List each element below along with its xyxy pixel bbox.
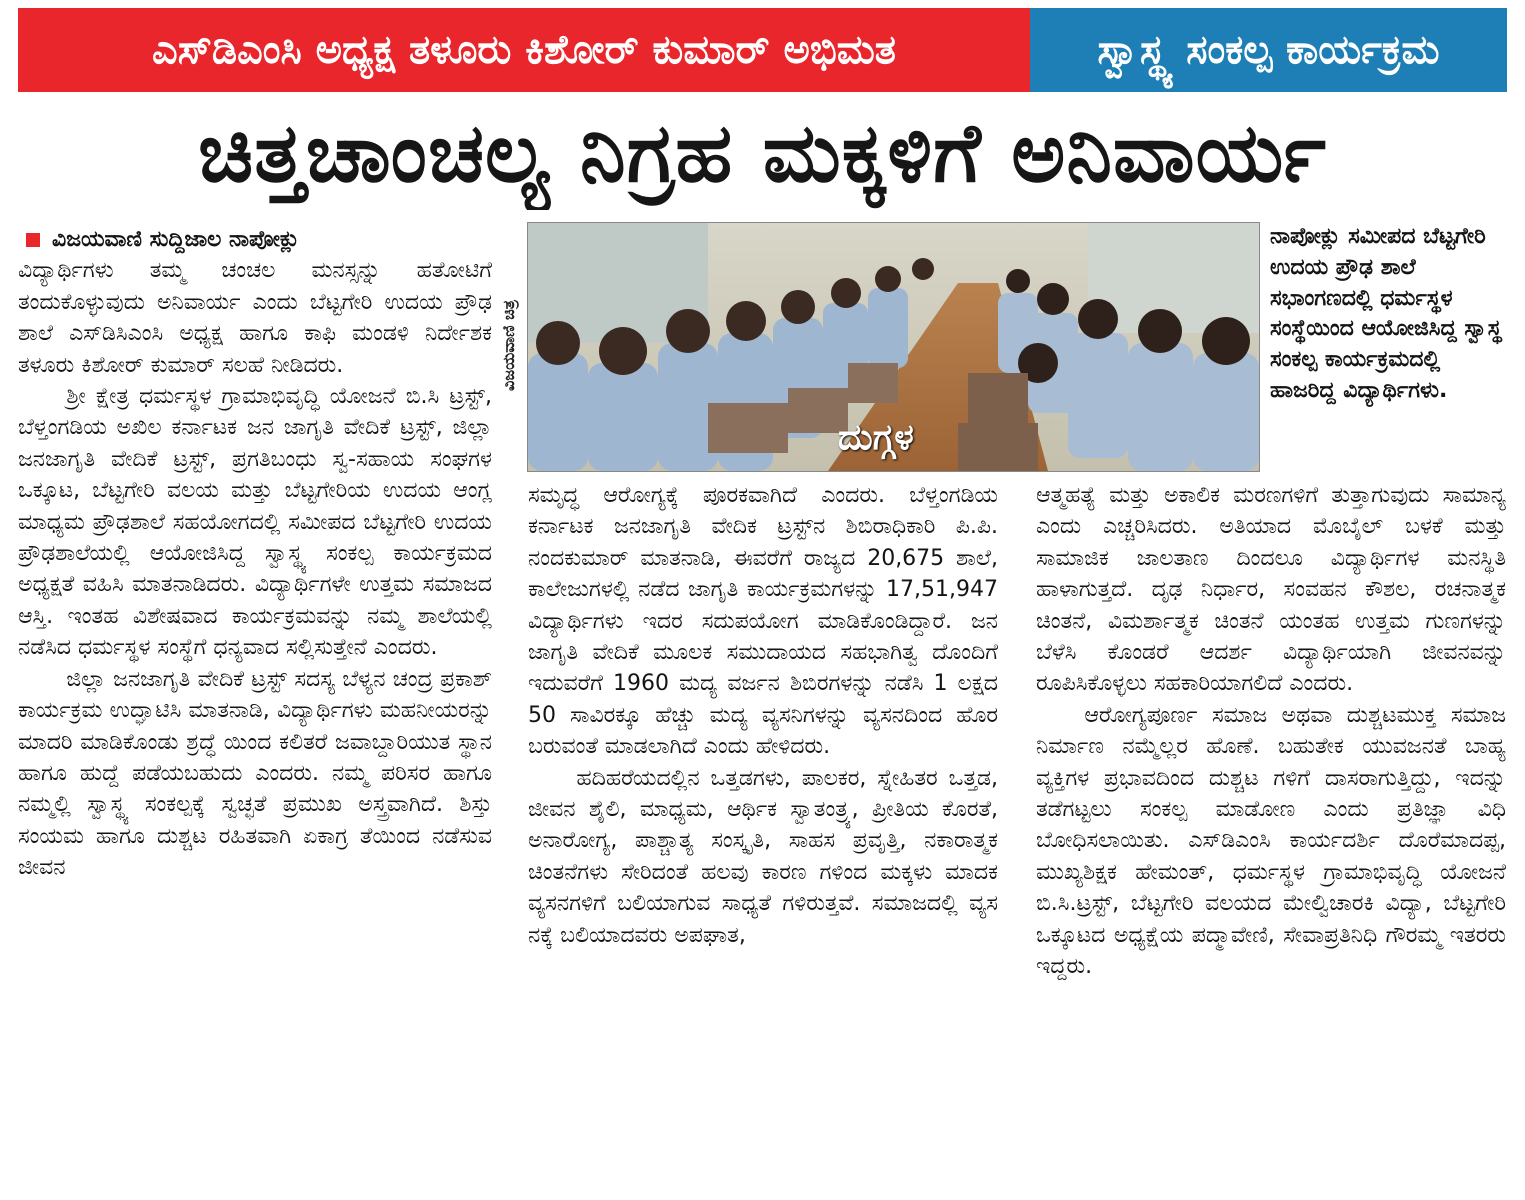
photo-credit: ವಿಜಯವಾಣಿ ಚಿತ್ರ: [499, 300, 518, 392]
photo-caption: ನಾಪೋಕ್ಲು ಸಮೀಪದ ಬೆಟ್ಟಗೇರಿ ಉದಯ ಪ್ರೌಢ ಶಾಲೆ ಸಭಾಂಗಣದಲ್ಲಿ ಧರ್ಮಸ್ಥಳ ಸಂಸ್ಥೆಯಿಂದ ಆಯೋಜಿಸಿದ್ದ ಸ್ವಾಸ್ಥ ಸಂಕಲ್ಪ ಕಾರ್ಯಕ್ರಮದಲ್ಲಿ ಹಾಜರಿದ್ದ ವಿದ್ಯಾರ್ಥಿಗಳು.: [1270, 224, 1502, 403]
paragraph: ಜಿಲ್ಲಾ ಜನಜಾಗೃತಿ ವೇದಿಕೆ ಟ್ರಸ್ಟ್ ಸದಸ್ಯ ಬೆಳ್ಯನ ಚಂದ್ರ ಪ್ರಕಾಶ್ ಕಾರ್ಯಕ್ರಮ ಉದ್ಘಾಟಿಸಿ ಮಾತನಾಡಿ, ವಿದ್ಯಾರ್ಥಿಗಳು ಮಹನೀಯರನ್ನು ಮಾದರಿ ಮಾಡಿಕೊಂಡು ಶ್ರದ್ಧೆ ಯಿಂದ ಕಲಿತರೆ ಜವಾಬ್ದಾರಿಯುತ ಸ್ಥಾನ ಹಾಗೂ ಹುದ್ದೆ ಪಡೆಯಬಹುದು ಎಂದರು. ನಮ್ಮ ಪರಿಸರ ಹಾಗೂ ನಮ್ಮಲ್ಲಿ ಸ್ವಾಸ್ಥ್ಯ ಸಂಕಲ್ಪಕ್ಕೆ ಸ್ವಚ್ಛತೆ ಪ್ರಮುಖ ಅಸ್ತ್ರವಾಗಿದೆ. ಶಿಸ್ತು ಸಂಯಮ ಹಾಗೂ ದುಶ್ಚಟ ರಹಿತವಾಗಿ ಏಕಾಗ್ರ ತೆಯಿಂದ ನಡೆಸುವ ಜೀವನ: [18, 666, 492, 881]
paragraph: ವಿದ್ಯಾರ್ಥಿಗಳು ತಮ್ಮ ಚಂಚಲ ಮನಸ್ಸನ್ನು ಹತೋಟಿಗೆ ತಂದುಕೊಳ್ಳುವುದು ಅನಿವಾರ್ಯ ಎಂದು ಬೆಟ್ಟಗೇರಿ ಉದಯ ಪ್ರೌಢ ಶಾಲೆ ಎಸ್‌ಡಿಸಿಎಂಸಿ ಅಧ್ಯಕ್ಷ ಹಾಗೂ ಕಾಫಿ ಮಂಡಳಿ ನಿರ್ದೇಶಕ ತಳೂರು ಕಿಶೋರ್ ಕುಮಾರ್ ಸಲಹೆ ನೀಡಿದರು.: [18, 258, 492, 378]
kicker-right-text: ಸ್ವಾಸ್ಥ್ಯ ಸಂಕಲ್ಪ ಕಾರ್ಯಕ್ರಮ: [1097, 27, 1440, 73]
kicker-left-banner: [18, 8, 1030, 92]
paragraph: ಸಮೃದ್ಧ ಆರೋಗ್ಯಕ್ಕೆ ಪೂರಕವಾಗಿದೆ ಎಂದರು. ಬೆಳ್ತಂಗಡಿಯ ಕರ್ನಾಟಕ ಜನಜಾಗೃತಿ ವೇದಿಕ ಟ್ರಸ್ಟ್‌ನ ಶಿಬಿರಾಧಿಕಾರಿ ಪಿ.ಪಿ. ನಂದಕುಮಾರ್ ಮಾತನಾಡಿ, ಈವರೆಗೆ ರಾಜ್ಯದ 20,675 ಶಾಲೆ, ಕಾಲೇಜುಗಳಲ್ಲಿ ನಡೆದ ಜಾಗೃತಿ ಕಾರ್ಯಕ್ರಮಗಳನ್ನು 17,51,947 ವಿದ್ಯಾರ್ಥಿಗಳು ಇದರ ಸದುಪಯೋಗ ಮಾಡಿಕೊಂಡಿದ್ದಾರೆ. ಜನ ಜಾಗೃತಿ ವೇದಿಕೆ ಮೂಲಕ ಸಮುದಾಯದ ಸಹಭಾಗಿತ್ವ ದೊಂದಿಗೆ ಇದುವರೆಗೆ 1960 ಮದ್ಯ ವರ್ಜನ ಶಿಬಿರಗಳನ್ನು ನಡೆಸಿ 1 ಲಕ್ಷದ 50 ಸಾವಿರಕ್ಕೂ ಹೆಚ್ಚು ಮದ್ಯ ವ್ಯಸನಿಗಳನ್ನು ವ್ಯಸನದಿಂದ ಹೊರ ಬರುವಂತೆ ಮಾಡಲಾಗಿದೆ ಎಂದು ಹೇಳಿದರು.: [528, 483, 998, 760]
article-photo: [527, 222, 1260, 472]
kicker-right-banner: [1030, 8, 1507, 92]
dateline: [18, 224, 492, 255]
article-column-3: [1036, 480, 1506, 1194]
article-column-1: [18, 224, 492, 1194]
paragraph: ಶ್ರೀ ಕ್ಷೇತ್ರ ಧರ್ಮಸ್ಥಳ ಗ್ರಾಮಾಭಿವೃದ್ಧಿ ಯೋಜನೆ ಬಿ.ಸಿ ಟ್ರಸ್ಟ್, ಬೆಳ್ತಂಗಡಿಯ ಅಖಿಲ ಕರ್ನಾಟಕ ಜನ ಜಾಗೃತಿ ವೇದಿಕೆ ಟ್ರಸ್ಟ್, ಜಿಲ್ಲಾ ಜನಜಾಗೃತಿ ವೇದಿಕೆ ಟ್ರಸ್ಟ್, ಪ್ರಗತಿಬಂಧು ಸ್ವ-ಸಹಾಯ ಸಂಘಗಳ ಒಕ್ಕೂಟ, ಬೆಟ್ಟಗೇರಿ ವಲಯ ಮತ್ತು ಬೆಟ್ಟಗೇರಿಯ ಉದಯ ಆಂಗ್ಲ ಮಾಧ್ಯಮ ಪ್ರೌಢಶಾಲೆ ಸಹಯೋಗದಲ್ಲಿ ಸಮೀಪದ ಬೆಟ್ಟಗೇರಿ ಉದಯ ಪ್ರೌಢಶಾಲೆಯಲ್ಲಿ ಆಯೋಜಿಸಿದ್ದ ಸ್ವಾಸ್ಥ್ಯ ಸಂಕಲ್ಪ ಕಾರ್ಯಕ್ರಮದ ಅಧ್ಯಕ್ಷತೆ ವಹಿಸಿ ಮಾತನಾಡಿದರು. ವಿದ್ಯಾರ್ಥಿಗಳೇ ಉತ್ತಮ ಸಮಾಜದ ಆಸ್ತಿ. ಇಂತಹ ವಿಶೇಷವಾದ ಕಾರ್ಯಕ್ರಮವನ್ನು ನಮ್ಮ ಶಾಲೆಯಲ್ಲಿ ನಡೆಸಿದ ಧರ್ಮಸ್ಥಳ ಸಂಸ್ಥೆಗೆ ಧನ್ಯವಾದ ಸಲ್ಲಿಸುತ್ತೇನೆ ಎಂದರು.: [18, 384, 492, 661]
dateline-square-icon: [26, 233, 40, 247]
headline-text: ಚಿತ್ತಚಾಂಚಲ್ಯ ನಿಗ್ರಹ ಮಕ್ಕಳಿಗೆ ಅನಿವಾರ್ಯ: [198, 106, 1327, 201]
article-column-2: [528, 480, 998, 1194]
photo-tag: ದುಗ್ಗಳ: [838, 417, 914, 458]
kicker-left-text: ಎಸ್‌ಡಿಎಂಸಿ ಅಧ್ಯಕ್ಷ ತಳೂರು ಕಿಶೋರ್ ಕುಮಾರ್ ಅಭಿಮತ: [152, 27, 896, 73]
paragraph: ಆತ್ಮಹತ್ಯೆ ಮತ್ತು ಅಕಾಲಿಕ ಮರಣಗಳಿಗೆ ತುತ್ತಾಗುವುದು ಸಾಮಾನ್ಯ ಎಂದು ಎಚ್ಚರಿಸಿದರು. ಅತಿಯಾದ ಮೊಬೈಲ್ ಬಳಕೆ ಮತ್ತು ಸಾಮಾಜಿಕ ಜಾಲತಾಣ ದಿಂದಲೂ ವಿದ್ಯಾರ್ಥಿಗಳ ಮನಸ್ಥಿತಿ ಹಾಳಾಗುತ್ತದೆ. ದೃಢ ನಿರ್ಧಾರ, ಸಂವಹನ ಕೌಶಲ, ರಚನಾತ್ಮಕ ಚಿಂತನೆ, ವಿಮರ್ಶಾತ್ಮಕ ಚಿಂತನೆ ಯಂತಹ ಉತ್ತಮ ಗುಣಗಳನ್ನು ಬೆಳೆಸಿ ಕೊಂಡರೆ ಆದರ್ಶ ವಿದ್ಯಾರ್ಥಿಯಾಗಿ ಜೀವನವನ್ನು ರೂಪಿಸಿಕೊಳ್ಳಲು ಸಹಕಾರಿಯಾಗಲಿದೆ ಎಂದರು.: [1036, 483, 1506, 697]
paragraph: ಆರೋಗ್ಯಪೂರ್ಣ ಸಮಾಜ ಅಥವಾ ದುಶ್ಚಟಮುಕ್ತ ಸಮಾಜ ನಿರ್ಮಾಣ ನಮ್ಮೆಲ್ಲರ ಹೊಣೆ. ಬಹುತೇಕ ಯುವಜನತೆ ಬಾಹ್ಯ ವ್ಯಕ್ತಿಗಳ ಪ್ರಭಾವದಿಂದ ದುಶ್ಚಟ ಗಳಿಗೆ ದಾಸರಾಗುತ್ತಿದ್ದು, ಇದನ್ನು ತಡೆಗಟ್ಟಲು ಸಂಕಲ್ಪ ಮಾಡೋಣ ಎಂದು ಪ್ರತಿಜ್ಞಾ ವಿಧಿ ಬೋಧಿಸಲಾಯಿತು. ಎಸ್‌ಡಿಎಂಸಿ ಕಾರ್ಯದರ್ಶಿ ದೊರೆಮಾದಪ್ಪ, ಮುಖ್ಯಶಿಕ್ಷಕ ಹೇಮಂತ್, ಧರ್ಮಸ್ಥಳ ಗ್ರಾಮಾಭಿವೃದ್ಧಿ ಯೋಜನೆ ಬಿ.ಸಿ.ಟ್ರಸ್ಟ್, ಬೆಟ್ಟಗೇರಿ ವಲಯದ ಮೇಲ್ವಿಚಾರಕಿ ವಿದ್ಯಾ, ಬೆಟ್ಟಗೇರಿ ಒಕ್ಕೂಟದ ಅಧ್ಯಕ್ಷೆಯ ಪದ್ಮಾವೇಣಿ, ಸೇವಾಪ್ರತಿನಿಧಿ ಗೌರಮ್ಮ ಇತರರು ಇದ್ದರು.: [1036, 702, 1506, 980]
headline: [18, 98, 1507, 210]
dateline-text: ವಿಜಯವಾಣಿ ಸುದ್ದಿಜಾಲ ನಾಪೋಕ್ಲು: [52, 227, 300, 252]
paragraph: ಹದಿಹರೆಯದಲ್ಲಿನ ಒತ್ತಡಗಳು, ಪಾಲಕರ, ಸ್ನೇಹಿತರ ಒತ್ತಡ, ಜೀವನ ಶೈಲಿ, ಮಾಧ್ಯಮ, ಆರ್ಥಿಕ ಸ್ವಾತಂತ್ರ್ಯ, ಪ್ರೀತಿಯ ಕೊರತೆ, ಅನಾರೋಗ್ಯ, ಪಾಶ್ಚಾತ್ಯ ಸಂಸ್ಕೃತಿ, ಸಾಹಸ ಪ್ರವೃತ್ತಿ, ನಕಾರಾತ್ಮಕ ಚಿಂತನೆಗಳು ಸೇರಿದಂತೆ ಹಲವು ಕಾರಣ ಗಳಿಂದ ಮಕ್ಕಳು ಮಾದಕ ವ್ಯಸನಗಳಿಗೆ ಬಲಿಯಾಗುವ ಸಾಧ್ಯತೆ ಗಳಿರುತ್ತವೆ. ಸಮಾಜದಲ್ಲಿ ವ್ಯಸ ನಕ್ಕೆ ಬಲಿಯಾದವರು ಅಪಘಾತ,: [528, 765, 998, 948]
